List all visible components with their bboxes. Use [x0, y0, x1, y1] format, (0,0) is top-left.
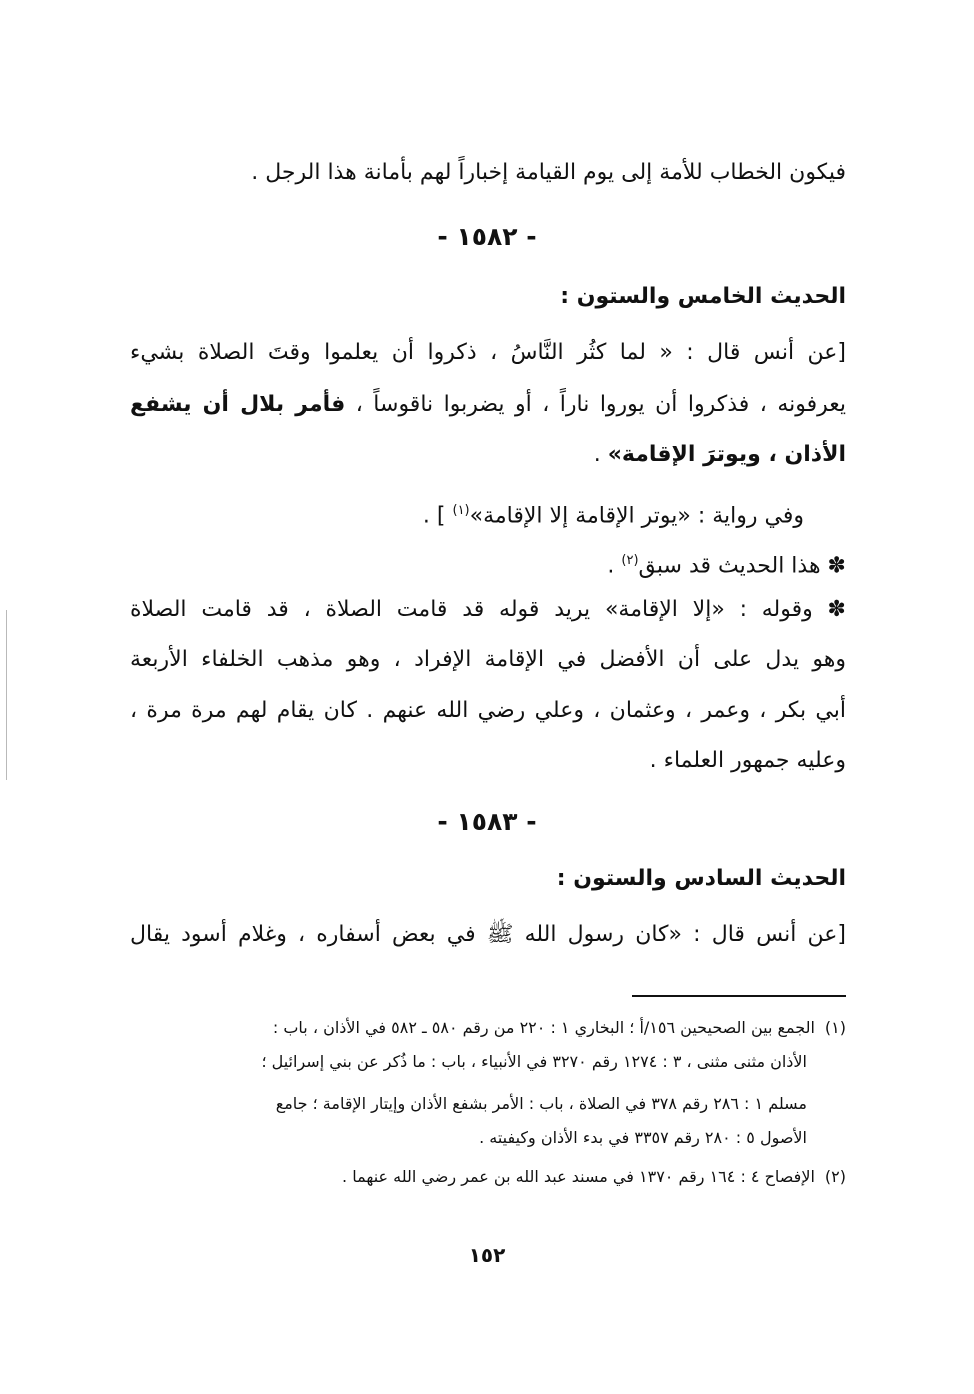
hadith-number-1583: - ١٥٨٣ - — [437, 807, 537, 836]
hadith-text-line: [عن أنس قال : « لما كثُر النَّاسُ ، ذكروا أن يعلموا وقتَ الصلاة بشيء — [130, 340, 846, 365]
footnote-1-line: مسلم ١ : ٢٨٦ رقم ٣٧٨ في الصلاة ، باب : الأمر بشفع الأذان وإيتار الإقامة ؛ جامع — [275, 1094, 807, 1113]
hadith-text-line: [عن أنس قال : «كان رسول الله ﷺ في بعض أسفاره ، وغلام أسود يقال — [130, 922, 846, 947]
footnote-text: الإفصاح ٤ : ١٦٤ رقم ١٣٧٠ في مسند عبد الله بن عمر رضي الله عنهما . — [342, 1167, 815, 1186]
page-number: ١٥٢ — [468, 1243, 506, 1267]
hadith-text-line — [130, 390, 846, 420]
commentary-line: ✽ وقوله : «إلا الإقامة» يريد قوله قد قامت الصلاة ، قد قامت الصلاة — [130, 597, 846, 622]
footnote-text: الجمع بين الصحيحين ١٥٦/أ ؛ البخاري ١ : ٢٢٠ من رقم ٥٨٠ ـ ٥٨٢ في الأذان ، باب : — [272, 1018, 815, 1037]
hadith-text-bold: الأذان ، ويوترَ الإقامة» — [607, 442, 846, 467]
hadith-heading-65: الحديث الخامس والستون : — [560, 284, 846, 309]
commentary-line: وهو يدل على أن الأفضل في الإقامة الإفراد ، وهو مذهب الخلفاء الأربعة — [130, 647, 846, 672]
hadith-text-segment: يعرفونه ، فذكروا أن يوروا ناراً ، أو يضربوا ناقوساً ، — [345, 392, 846, 417]
footnote-ref-2: (٢) — [621, 553, 639, 568]
footnote-1-line — [130, 1017, 846, 1039]
footnote-number: (٢) — [824, 1167, 846, 1186]
commentary-text: ✽ هذا الحديث قد سبق — [638, 553, 846, 579]
narration-text: وفي رواية : «يوتر الإقامة إلا الإقامة» — [469, 503, 804, 529]
hadith-heading-66: الحديث السادس والستون : — [556, 866, 846, 891]
hadith-number-1582: - ١٥٨٢ - — [437, 222, 537, 251]
commentary-line — [130, 546, 846, 581]
intro-line: فيكون الخطاب للأمة إلى يوم القيامة إخباراً لهم بأمانة هذا الرجل . — [251, 160, 846, 185]
hadith-text-line — [130, 440, 846, 470]
footnote-separator — [632, 995, 846, 997]
commentary-line: أبي بكر ، وعمر ، وعثمان ، وعلي رضي الله عنهم . كان يقام لهم مرة مرة ، — [130, 698, 846, 723]
commentary-line: وعليه جمهور العلماء . — [649, 748, 846, 773]
hadith-text-bold: فأمر بلال أن يشفع — [130, 392, 346, 417]
narration-line — [130, 496, 804, 531]
scan-margin-line — [6, 610, 7, 780]
footnote-2-line — [130, 1166, 846, 1188]
footnote-1-line: الأصول ٥ : ٢٨٠ رقم ٣٣٥٧ في بدء الأذان وكيفيته . — [479, 1128, 807, 1147]
footnote-number: (١) — [824, 1018, 846, 1037]
hadith-text-segment: . — [593, 442, 608, 467]
commentary-end: . — [607, 553, 622, 579]
footnote-1-line: الأذان مثنى مثنى ، ٣ : ١٢٧٤ رقم ٣٢٧٠ في الأنبياء ، باب : ما ذُكر عن بني إسرائيل ؛ — [261, 1052, 807, 1071]
footnote-ref-1: (١) — [452, 503, 470, 518]
narration-end: ] . — [422, 503, 453, 529]
